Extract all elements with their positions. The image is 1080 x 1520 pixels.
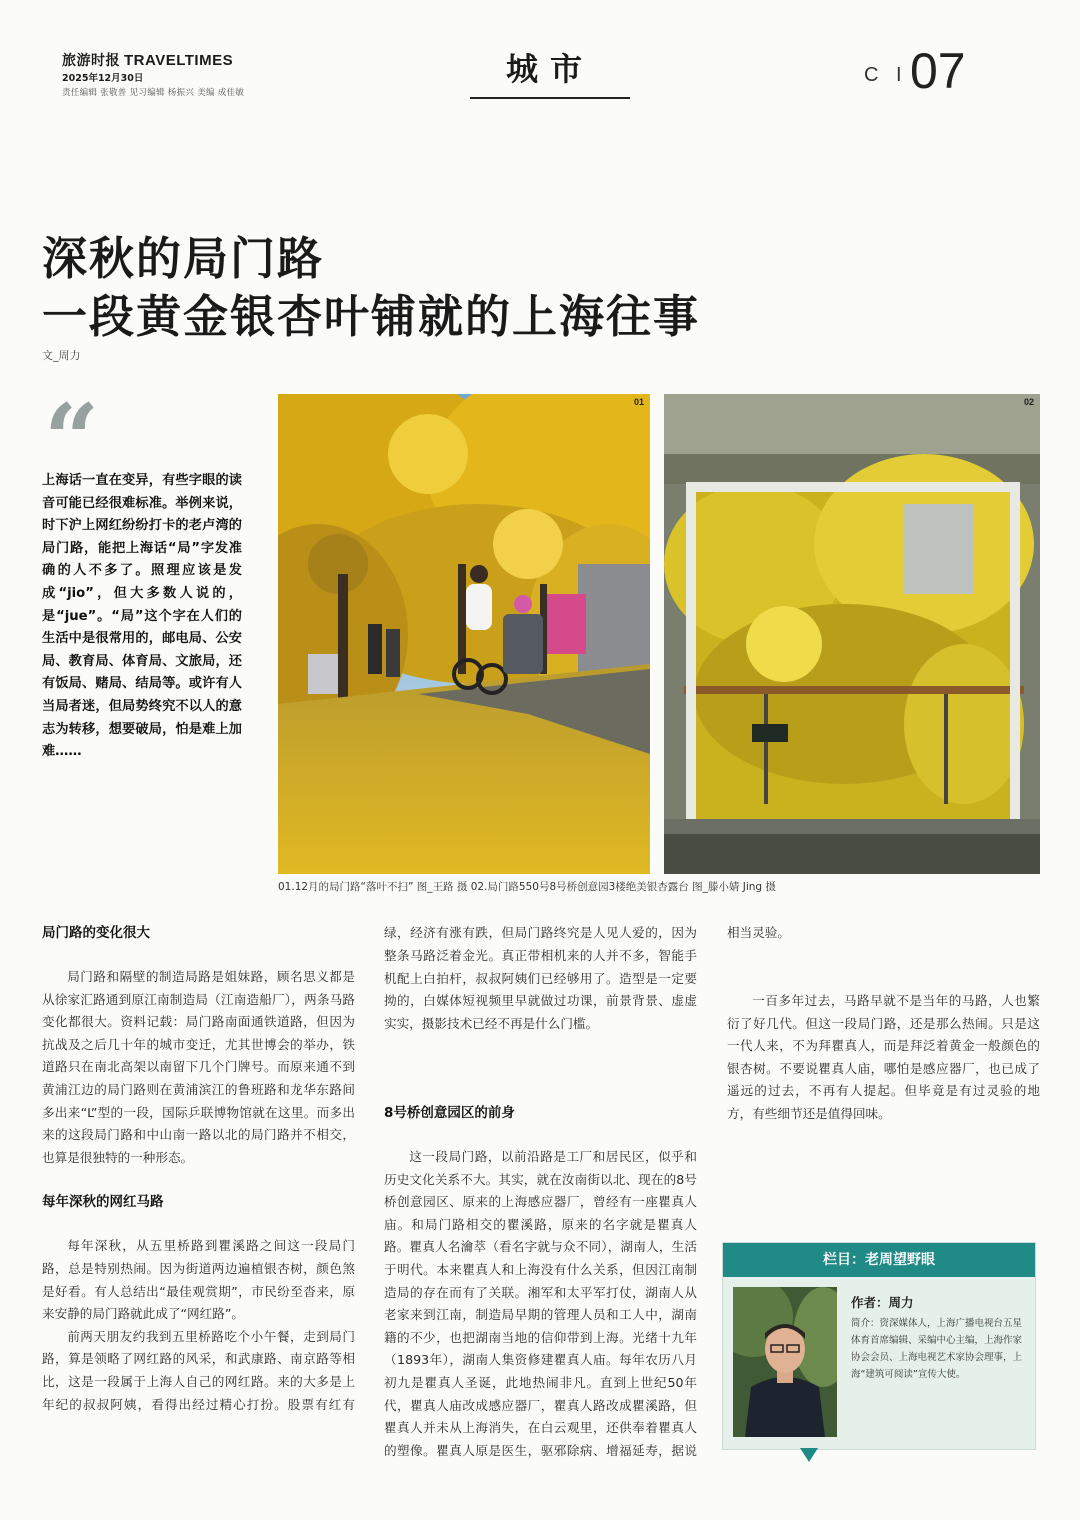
subhead-1: 局门路的变化很大 — [42, 925, 150, 941]
column-title: 栏目：老周望野眼 — [723, 1243, 1035, 1277]
headline-line-2: 一段黄金银杏叶铺就的上海往事 — [42, 290, 701, 343]
subhead-2: 每年深秋的网红马路 — [42, 1194, 164, 1211]
paragraph-3-cont-text: 绿，经济有涨有跌，但局门路终究是人见人爱的，因为整条马路泛着金光。真正带相机来的人并不多，智能手机配上白拍杆，叔叔阿姨们已经够用了。造型是一定要拗的，白媒体短视频里早就做过功课，前景背景、虚虚实实，摄影技术已经不再是什么门槛。 — [384, 925, 697, 1031]
body-column-2 — [384, 922, 697, 1462]
paragraph-2: 每年深秋，从五里桥路到瞿溪路之间这一段局门路，总是特别热闹。因为街道两边遍植银杏树，颜色煞是好看。有人总结出“最佳观赏期”，市民纷至沓来，原来安静的局门路就此成了“网红路”。 — [42, 1238, 355, 1322]
paragraph-5: 一百多年过去，马路早就不是当年的马路，人也繁衍了好几代。但这一段局门路，还是那么热闹。只是这一代人来，不为拜瞿真人，而是拜泛着黄金一般颜色的银杏树。不要说瞿真人庙，哪怕是感应器厂，也已成了遥远的过去，不再有人提起。但毕竟是有过灵验的地方，有些细节还是值得回味。 — [727, 993, 1040, 1121]
page-number: 07 — [910, 43, 966, 99]
photo-ginkgo-terrace — [664, 394, 1040, 874]
paragraph-4-continuation — [727, 922, 1040, 990]
subhead-3: 8号桥创意园区的前身 — [384, 1105, 515, 1121]
masthead-brand — [62, 50, 233, 70]
paragraph-1: 局门路和隔壁的制造局路是姐妹路，顾名思义都是从徐家汇路通到原江南制造局（江南造船厂），两条马路变化都很大。资料记载：局门路南面通铁道路，但因为抗战及之后几十年的城市变迁，尤其世博会的举办，铁道路只在南北高架以南留下几个门牌号。而原来通不到黄浦江边的局门路则在黄浦滨江的鲁班路和龙华东路间多出来“L”型的一段，国际乒联博物馆就在这里。而多出来的这段局门路和中山南一路以北的局门路并不相交，也算是很独特的一种形态。 — [42, 969, 355, 1165]
author-name: 作者：周力 — [851, 1295, 914, 1310]
section-rule — [470, 97, 630, 99]
column-box-pointer — [800, 1448, 818, 1462]
lead-paragraph: 上海话一直在变异，有些字眼的读音可能已经很难标准。举例来说，时下沪上网红纷纷打卡的老卢湾的局门路，能把上海话“局”字发准确的人不多了。照理应该是发成“jio”，但大多数人说的，是“jue”。“局”这个字在人们的生活中是很常用的，邮电局、公安局、教育局、体育局、文旅局，还有饭局、赌局、结局等。或许有人当局者迷，但局势终究不以人的意志为转移，想要破局，怕是难上加难…… — [42, 473, 242, 760]
column-info-box — [722, 1242, 1036, 1450]
paragraph-4: 这一段局门路，以前沿路是工厂和居民区，似乎和历史文化关系不大。其实，就在汝南街以北、现在的8号桥创意园区、原来的上海感应器厂，曾经有一座瞿真人庙。和局门路相交的瞿溪路，原来的名字就是瞿真人路。瞿真人名瀹萃（看名字就与众不同），湖南人，生活于明代。本来瞿真人和上海没有什么关系，但因江南制造局的存在而有了关联。湘军和太平军打仗，湖南人从老家来到江南，制造局早期的管理人员和工人中，湖南籍的不少，也把湖南当地的信仰带到上海。光绪十九年（1893年），湖南人集资修建瞿真人庙。每年农历八月初九是瞿真人圣诞，此地热闹非凡。直到上世纪50年代，瞿真人庙改成感应器厂，瞿真人路改成瞿溪路，但瞿真人并未从上海消失，在白云观里，还供奉着瞿真人的塑像。瞿真人原是医生，驱邪除病、增福延寿，据说 — [384, 1149, 697, 1458]
paragraph-3-continuation — [384, 922, 697, 1080]
photo-1-number: 01 — [633, 397, 644, 407]
brand-en: TRAVELTIMES — [124, 52, 234, 69]
brand-cn: 旅游时报 — [62, 53, 120, 69]
body-column-1 — [42, 922, 355, 1416]
paragraph-4-cont-text: 相当灵验。 — [727, 925, 790, 941]
issue-date: 2025年12月30日 — [62, 73, 144, 84]
section-title: 城市 — [505, 50, 594, 88]
body-column-3 — [727, 922, 1040, 1126]
quote-mark-icon: “ — [44, 383, 100, 496]
photo-2-number: 02 — [1023, 397, 1034, 407]
headline-line-1: 深秋的局门路 — [42, 232, 325, 285]
paragraph-3-part-1: 前两天朋友约我到五里桥路吃个小午餐，走到局门路，算是领略了网红路的风采，和武康路、南京路等相比，这是一段属于上海人自己的网红路。来的大多是上年纪的叔叔阿姨，看得出经过精心打扮。股票有红有 — [42, 1328, 355, 1412]
photo-caption: 01.12月的局门路“落叶不扫” 图_王路 摄 02.局门路550号8号桥创意园3楼绝美银杏露台 图_滕小婧 Jing 摄 — [278, 881, 776, 893]
page-code: C I — [864, 64, 908, 86]
editor-credits: 责任编辑 张敬普 见习编辑 杨振兴 美编 成佳敏 — [62, 88, 245, 98]
author-bio: 简介：资深媒体人，上海广播电视台五星体育首席编辑、采编中心主编，上海作家协会会员、上海电视艺术家协会理事，上海“建筑可阅读”宣传大使。 — [851, 1318, 1023, 1380]
photo-ginkgo-street — [278, 394, 650, 874]
author-avatar — [733, 1287, 837, 1437]
byline: 文_周力 — [42, 349, 81, 362]
